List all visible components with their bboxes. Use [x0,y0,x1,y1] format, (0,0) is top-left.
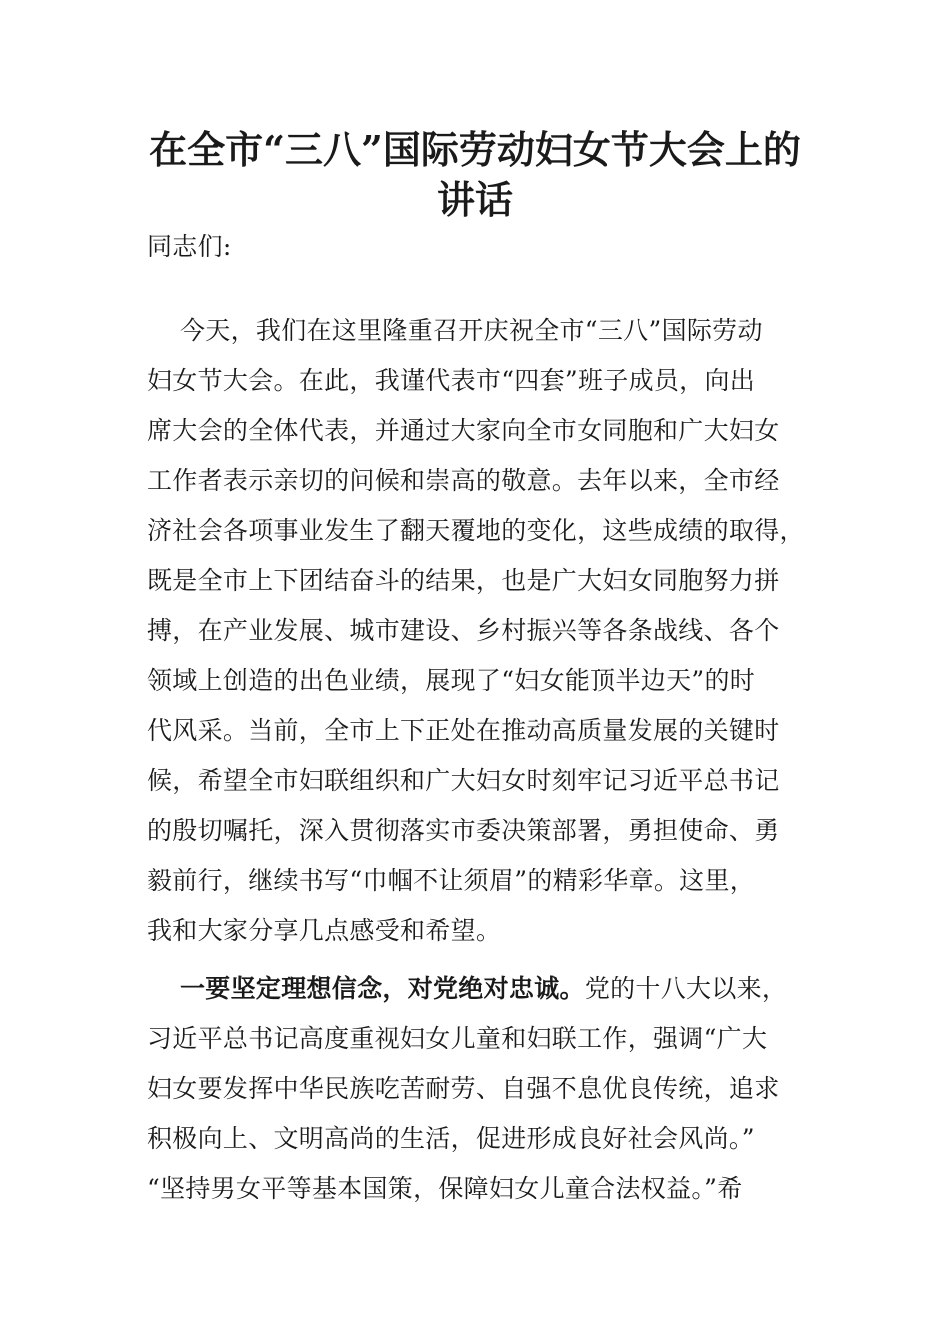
paragraph-1-line-9: 代风采。当前，全市上下正处在推动高质量发展的关键时 [147,716,780,745]
paragraph-1-line-12: 毅前行，继续书写“巾帼不让须眉”的精彩华章。这里， [147,866,756,895]
paragraph-2-line-2: 习近平总书记高度重视妇女儿童和妇联工作，强调“广大 [147,1024,768,1053]
paragraph-1-line-5: 济社会各项事业发生了翻天覆地的变化，这些成绩的取得， [147,516,805,545]
paragraph-1-line-3: 席大会的全体代表，并通过大家向全市女同胞和广大妇女 [147,416,780,445]
paragraph-2-line-1 [180,969,840,1009]
paragraph-1-line-6: 既是全市上下团结奋斗的结果，也是广大妇女同胞努力拼 [147,566,780,595]
paragraph-1-line-7: 搏，在产业发展、城市建设、乡村振兴等各条战线、各个 [147,616,780,645]
paragraph-2-line-5: “坚持男女平等基本国策，保障妇女儿童合法权益。”希 [147,1174,743,1203]
paragraph-1-line-11: 的殷切嘱托，深入贯彻落实市委决策部署，勇担使命、勇 [147,816,780,845]
paragraph-1-line-4: 工作者表示亲切的问候和崇高的敬意。去年以来，全市经 [147,466,780,495]
paragraph-2-line-3: 妇女要发挥中华民族吃苦耐劳、自强不息优良传统，追求 [147,1074,780,1103]
salutation: 同志们: [147,232,232,261]
document-title-line-2: 讲话 [436,177,513,222]
paragraph-2-line-4: 积极向上、文明高尚的生活，促进形成良好社会风尚。” [147,1124,755,1153]
paragraph-2-first-line-rest: 党的十八大以来， [584,974,788,1003]
paragraph-1-line-13: 我和大家分享几点感受和希望。 [147,916,502,945]
paragraph-2-heading: 一要坚定理想信念，对党绝对忠诚。 [180,974,585,1003]
paragraph-1-line-1: 今天，我们在这里隆重召开庆祝全市“三八”国际劳动 [180,316,763,345]
paragraph-1-line-8: 领域上创造的出色业绩，展现了“妇女能顶半边天”的时 [147,666,756,695]
paragraph-1-line-2: 妇女节大会。在此，我谨代表市“四套”班子成员，向出 [147,366,756,395]
document-title-line-1: 在全市“三八”国际劳动妇女节大会上的 [149,127,801,172]
paragraph-1-line-10: 候，希望全市妇联组织和广大妇女时刻牢记习近平总书记 [147,766,780,795]
